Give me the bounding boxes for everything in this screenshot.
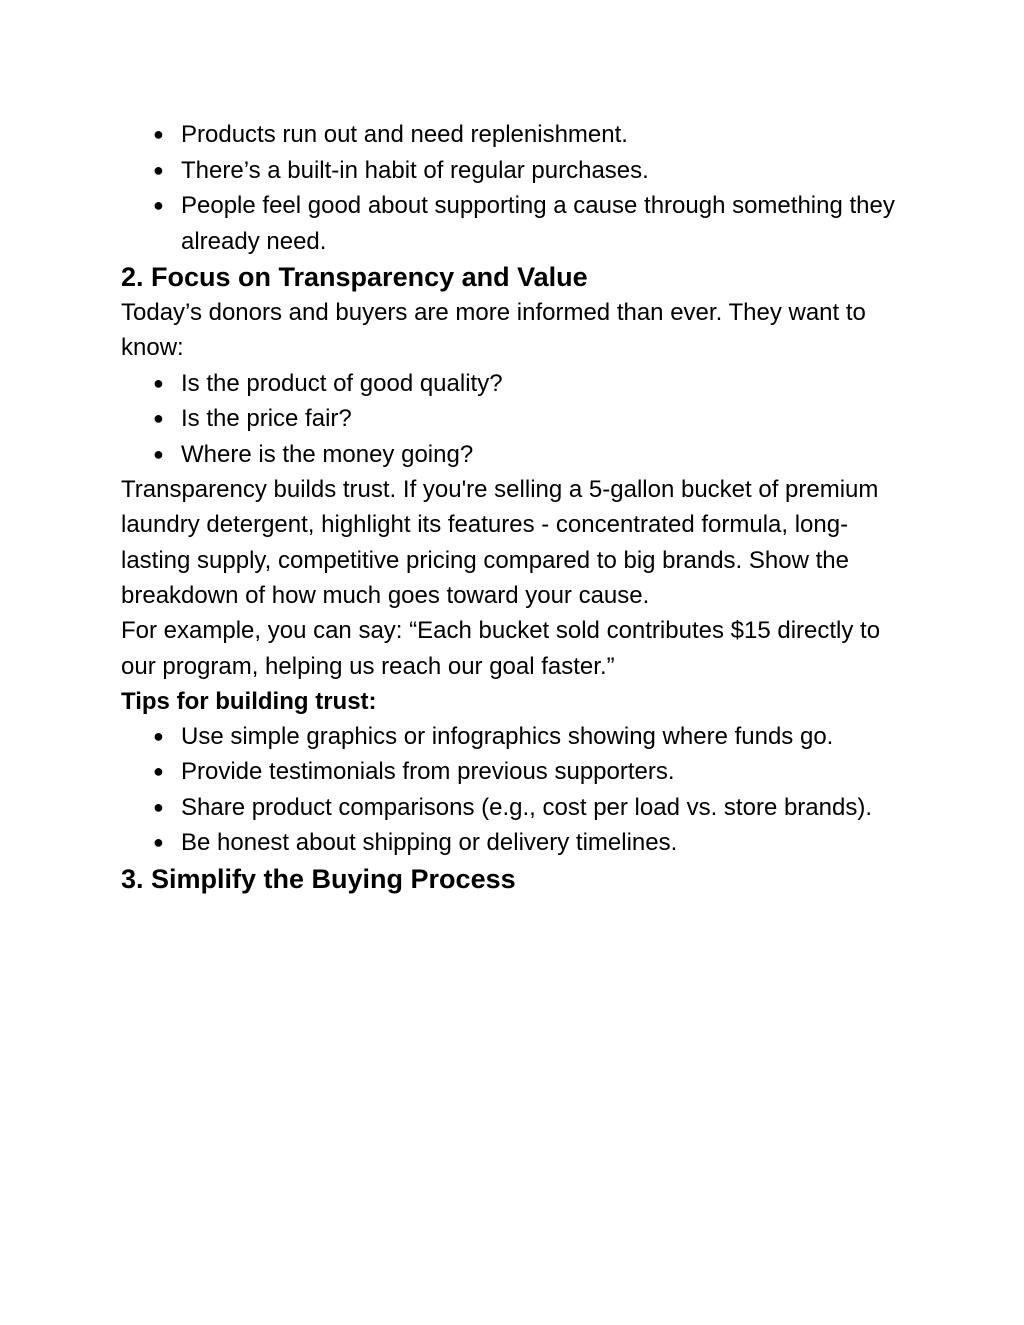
bullet-icon: ● [153,725,164,746]
bullet-icon: ● [153,195,164,215]
list-item [153,437,896,473]
section-heading-buying-process: 3. Simplify the Buying Process [121,863,516,894]
list-item-text: People feel good about supporting a cause through something they already need. [181,192,895,255]
document-page [121,117,896,897]
list-item [153,153,896,189]
bullet-icon: ● [153,408,164,429]
list-item-text: There’s a built-in habit of regular purchases. [181,156,649,184]
bullet-icon: ● [153,372,164,393]
list-item [153,366,896,402]
list-item [153,401,896,437]
section-heading-transparency: 2. Focus on Transparency and Value [121,262,588,292]
list-item-text: Where is the money going? [181,440,474,468]
bullet-icon: ● [153,124,164,144]
bullet-list-questions [121,366,896,473]
list-item [153,719,896,755]
list-item [153,117,896,153]
list-item-text: Provide testimonials from previous supporters. [181,758,675,786]
bullet-icon: ● [153,159,164,180]
bullet-icon: ● [153,443,164,464]
bullet-list-reasons [121,117,896,259]
list-item-text: Is the price fair? [181,405,352,433]
list-item [153,188,896,259]
list-item-text: Use simple graphics or infographics showing where funds go. [181,722,834,750]
paragraph-example: For example, you can say: “Each bucket sold contributes $15 directly to our program, helping us reach our goal faster.” [121,617,881,680]
paragraph-intro: Today’s donors and buyers are more informed than ever. They want to know: [121,299,866,362]
list-item [153,790,896,826]
paragraph-transparency: Transparency builds trust. If you're selling a 5-gallon bucket of premium laundry detergent, highlight its features - concentrated formula, long-lasting supply, competitive pricing compared to big brands. Show the breakdown of how much goes toward your cause. [121,476,879,609]
bullet-list-tips [121,719,896,861]
list-item-text: Be honest about shipping or delivery timelines. [181,829,678,857]
list-item [153,825,896,861]
bullet-icon: ● [153,832,164,853]
bullet-icon: ● [153,761,164,782]
list-item [153,754,896,790]
bullet-icon: ● [153,796,164,817]
list-item-text: Is the product of good quality? [181,369,503,397]
tips-heading: Tips for building trust: [121,687,377,715]
list-item-text: Share product comparisons (e.g., cost per load vs. store brands). [181,793,872,821]
list-item-text: Products run out and need replenishment. [181,121,628,148]
